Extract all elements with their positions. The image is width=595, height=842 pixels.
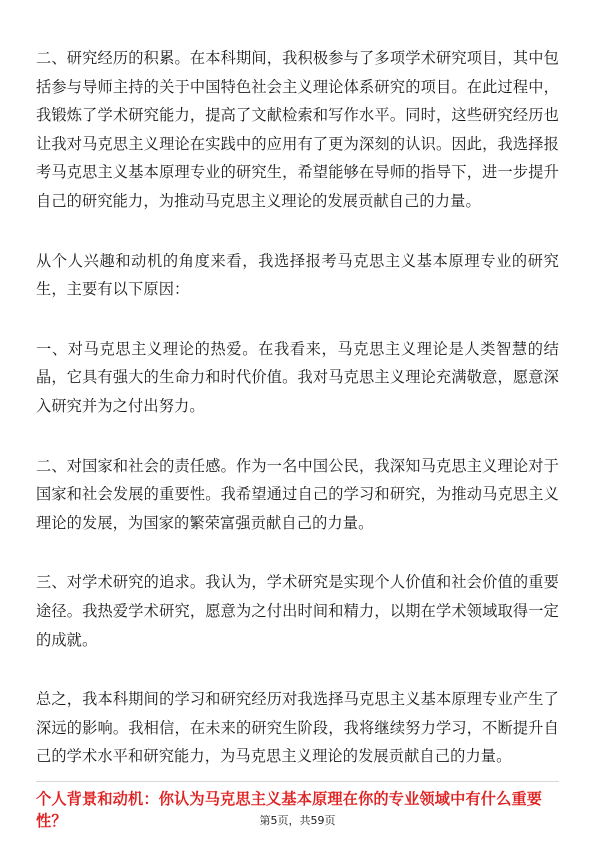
paragraph-academic-pursuit: 三、对学术研究的追求。我认为，学术研究是实现个人价值和社会价值的重要途径。我热爱学术研究，愿意为之付出时间和精力，以期在学术领域取得一定的成就。 (36, 573, 559, 649)
paragraph-research-experience: 二、研究经历的积累。在本科期间，我积极参与了多项学术研究项目，其中包括参与导师主持的关于中国特色社会主义理论体系研究的项目。在此过程中，我锻炼了学术研究能力，提高了文献检索和写作水平。同时，这些研究经历也让我对马克思主义理论在实践中的应用有了更为深刻的认识。因此，我选择报考马克思主义基本原理专业的研究生，希望能够在导师的指导下，进一步提升自己的研究能力，为推动马克思主义理论的发展贡献自己的力量。 (36, 49, 559, 210)
paragraph-love-of-theory: 一、对马克思主义理论的热爱。在我看来，马克思主义理论是人类智慧的结晶，它具有强大的生命力和时代价值。我对马克思主义理论充满敬意，愿意深入研究并为之付出努力。 (36, 339, 559, 415)
paragraph-sense-of-responsibility: 二、对国家和社会的责任感。作为一名中国公民，我深知马克思主义理论对于国家和社会发展的重要性。我希望通过自己的学习和研究，为推动马克思主义理论的发展，为国家的繁荣富强贡献自己的力量。 (36, 456, 559, 532)
question-heading: 个人背景和动机：你认为马克思主义基本原理在你的专业领域中有什么重要性？ (36, 790, 543, 830)
page-number-footer: 第5页，共59页 (259, 814, 336, 827)
paragraph-interest-motivation-intro: 从个人兴趣和动机的角度来看，我选择报考马克思主义基本原理专业的研究生，主要有以下原因： (36, 251, 559, 299)
document-body (36, 44, 559, 802)
paragraph-conclusion: 总之，我本科期间的学习和研究经历对我选择马克思主义基本原理专业产生了深远的影响。我相信，在未来的研究生阶段，我将继续努力学习，不断提升自己的学术水平和研究能力，为马克思主义理论的发展贡献自己的力量。 (36, 690, 559, 766)
section-divider (36, 781, 559, 782)
